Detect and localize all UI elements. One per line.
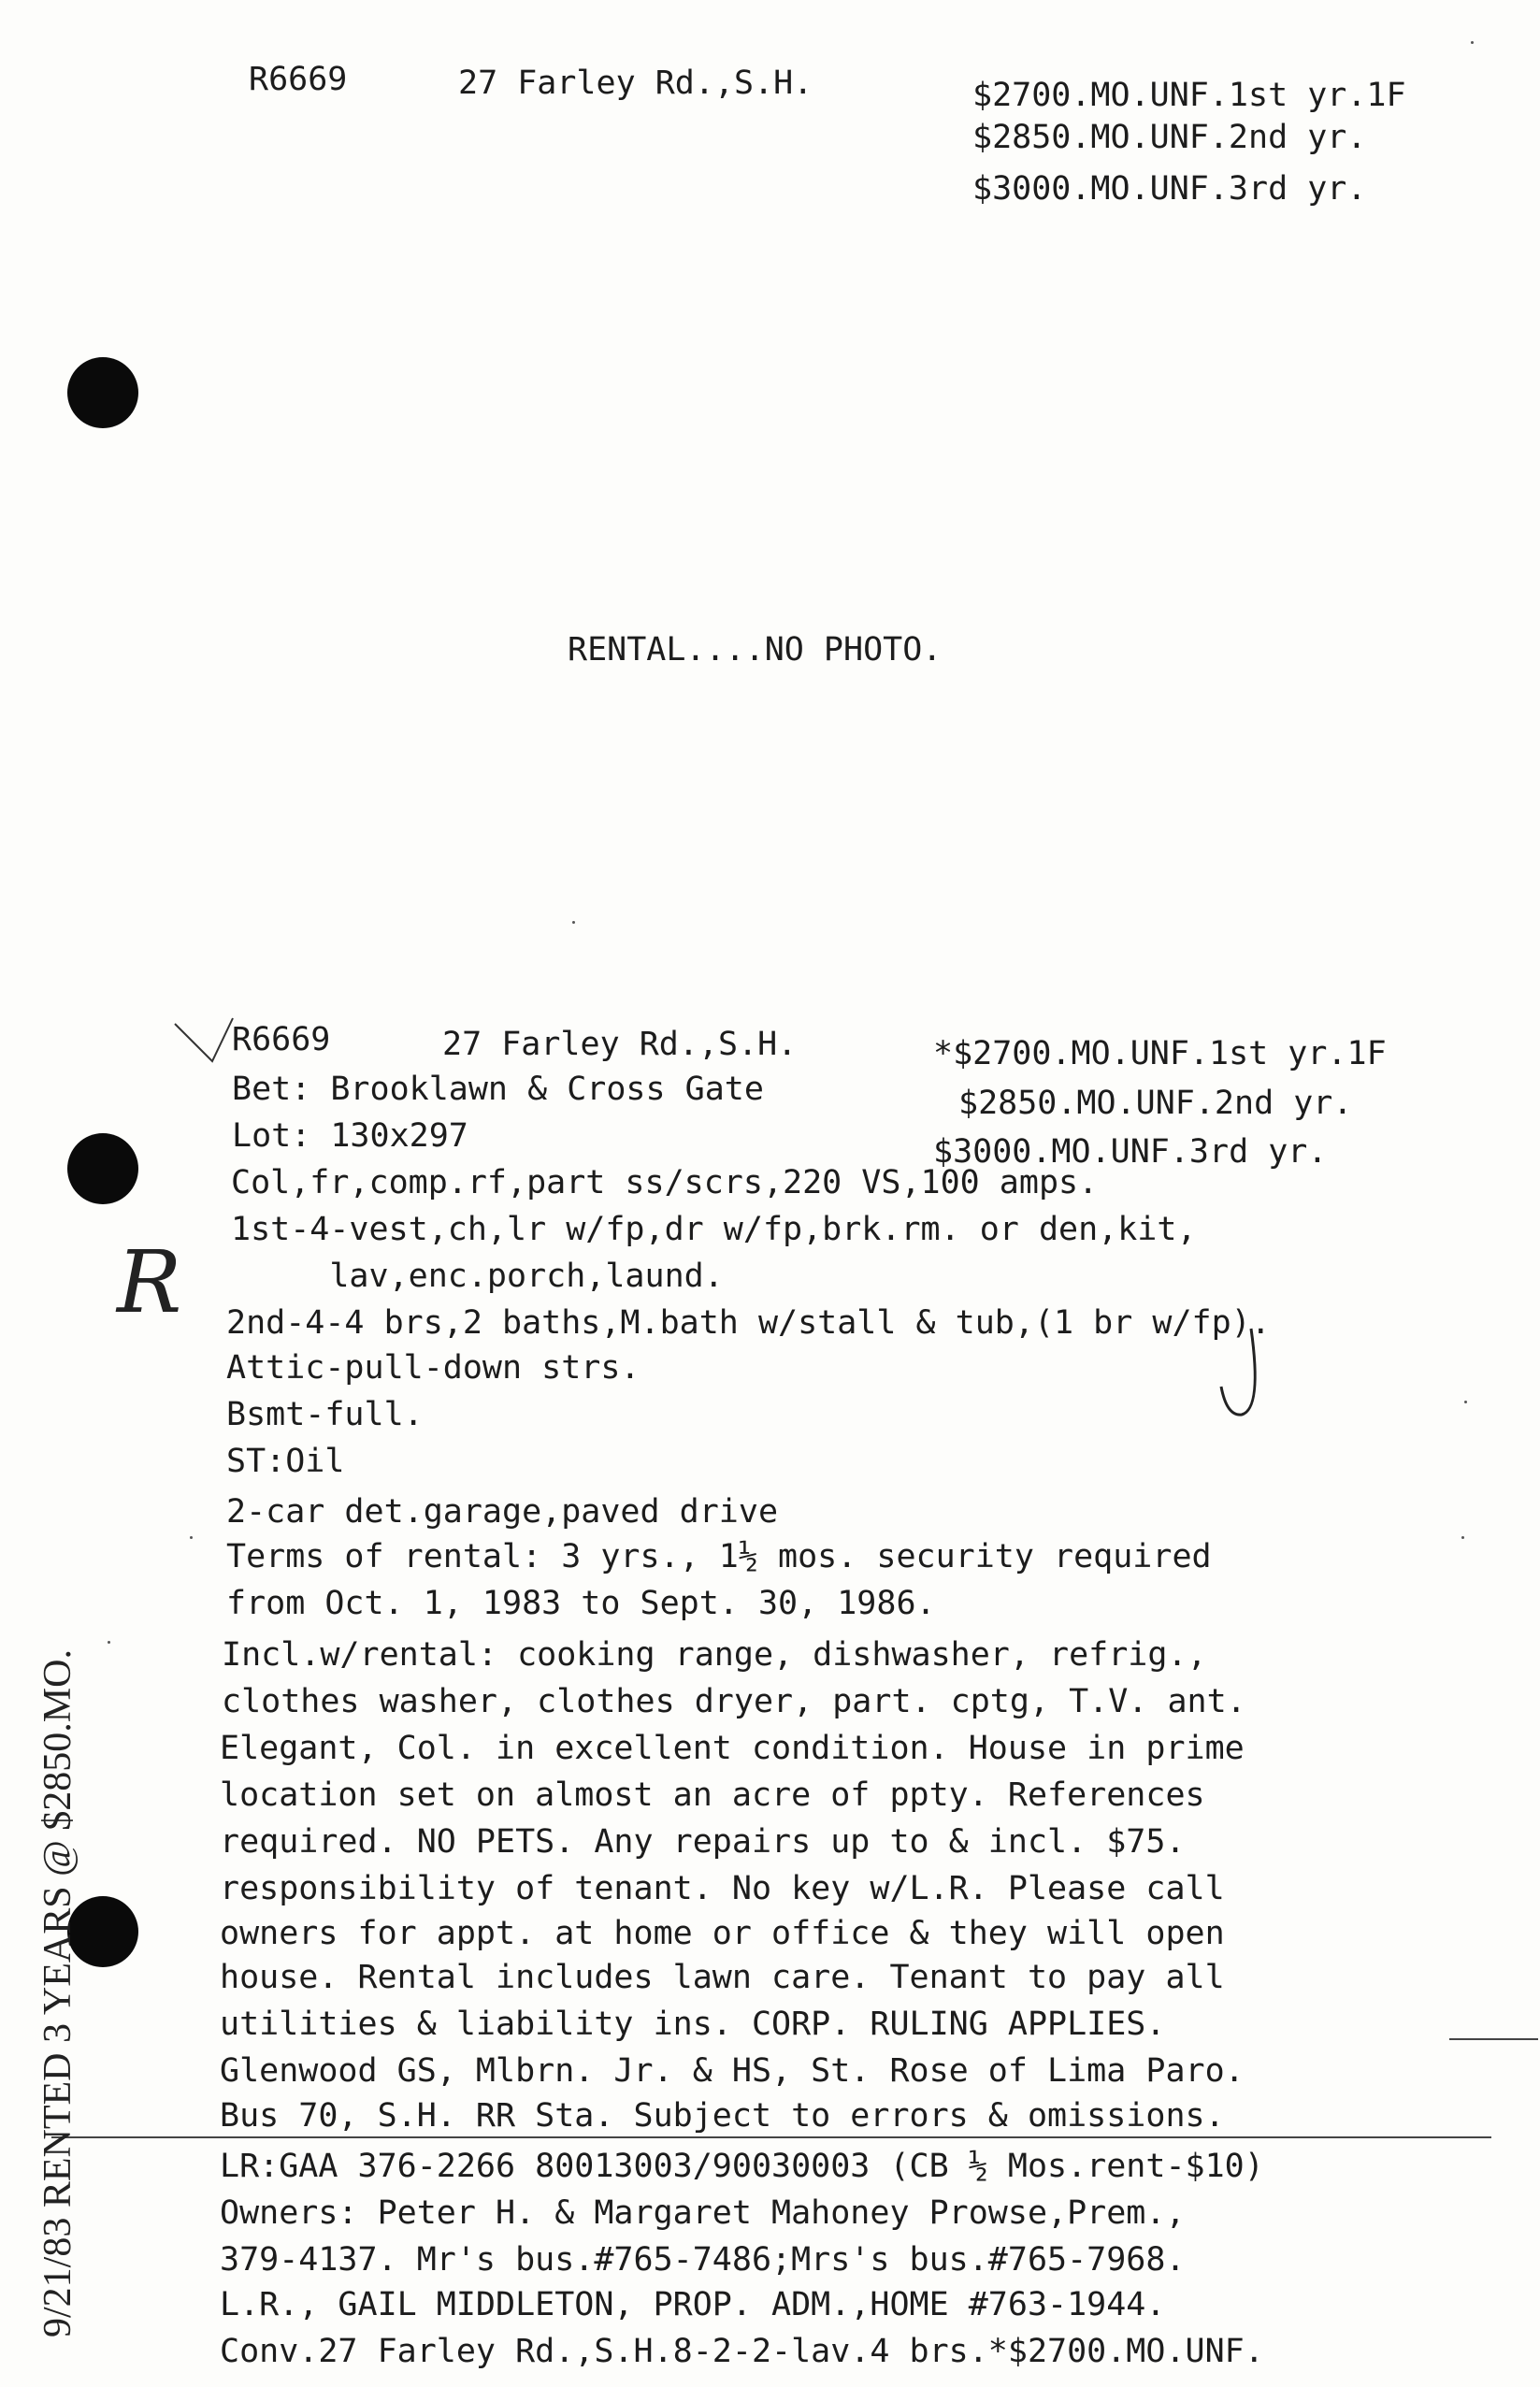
card-line: responsibility of tenant. No key w/L.R. Please call — [220, 1870, 1225, 1907]
header-address: 27 Farley Rd.,S.H. — [458, 65, 813, 102]
card-line: 2-car det.garage,paved drive — [226, 1493, 779, 1531]
card-listing-number: R6669 — [232, 1021, 331, 1058]
speck — [1461, 1536, 1464, 1539]
card-line: utilities & liability ins. CORP. RULING APPLIES. — [220, 2006, 1166, 2043]
card-rent-line-2: $2850.MO.UNF.2nd yr. — [958, 1085, 1353, 1122]
card-line: LR:GAA 376-2266 80013003/90030003 (CB ½ Mos.rent-$10) — [220, 2148, 1264, 2185]
card-line: clothes washer, clothes dryer, part. cptg, T.V. ant. — [222, 1683, 1246, 1720]
card-line: Attic-pull-down strs. — [226, 1349, 640, 1387]
card-line: Elegant, Col. in excellent condition. House in prime — [220, 1730, 1245, 1767]
handwritten-r: R — [117, 1232, 182, 1332]
card-line: Col,fr,comp.rf,part ss/scrs,220 VS,100 amps. — [231, 1164, 1099, 1201]
card-line: ST:Oil — [226, 1443, 345, 1480]
card-line: 379-4137. Mr's bus.#765-7486;Mrs's bus.#765-7968. — [220, 2241, 1186, 2279]
speck — [190, 1536, 193, 1539]
card-line: Terms of rental: 3 yrs., 1½ mos. security required — [226, 1538, 1212, 1575]
card-line: owners for appt. at home or office & they will open — [220, 1915, 1225, 1952]
check-mark — [173, 1014, 238, 1071]
rule-line — [51, 2136, 1491, 2138]
card-address: 27 Farley Rd.,S.H. — [442, 1026, 798, 1063]
card-line: required. NO PETS. Any repairs up to & incl. $75. — [220, 1823, 1186, 1861]
card-line: 1st-4-vest,ch,lr w/fp,dr w/fp,brk.rm. or den,kit, — [231, 1211, 1197, 1248]
card-line: house. Rental includes lawn care. Tenant to pay all — [220, 1959, 1225, 1996]
card-rent-line-3: $3000.MO.UNF.3rd yr. — [933, 1133, 1328, 1171]
card-rent-line-1: *$2700.MO.UNF.1st yr.1F — [933, 1035, 1387, 1072]
punch-hole-top — [67, 357, 138, 428]
card-line: L.R., GAIL MIDDLETON, PROP. ADM.,HOME #763-1944. — [220, 2286, 1166, 2323]
speck — [108, 1641, 110, 1644]
margin-note-rented: 9/21/83 RENTED 3 YEARS @ $2850.MO. — [36, 1649, 79, 2337]
speck — [572, 921, 575, 924]
card-line: location set on almost an acre of ppty. References — [220, 1776, 1205, 1814]
card-line: Bsmt-full. — [226, 1396, 424, 1433]
card-line: Conv.27 Farley Rd.,S.H.8-2-2-lav.4 brs.*$2700.MO.UNF. — [220, 2333, 1264, 2370]
card-lot: Lot: 130x297 — [232, 1117, 468, 1155]
card-line: 2nd-4-4 brs,2 baths,M.bath w/stall & tub,(1 br w/fp). — [226, 1304, 1271, 1342]
header-rent-line-2: $2850.MO.UNF.2nd yr. — [972, 119, 1367, 156]
header-rent-line-1: $2700.MO.UNF.1st yr.1F — [972, 77, 1406, 114]
punch-hole-middle — [67, 1133, 138, 1204]
speck — [1464, 1401, 1467, 1403]
speck — [1471, 41, 1474, 44]
header-listing-number: R6669 — [249, 61, 348, 98]
card-line: Bus 70, S.H. RR Sta. Subject to errors & omissions. — [220, 2097, 1225, 2135]
header-rent-line-3: $3000.MO.UNF.3rd yr. — [972, 170, 1367, 208]
card-line: lav,enc.porch,laund. — [231, 1258, 724, 1295]
card-between: Bet: Brooklawn & Cross Gate — [232, 1071, 764, 1108]
rule-line-short — [1449, 2038, 1538, 2040]
card-line: Owners: Peter H. & Margaret Mahoney Prowse,Prem., — [220, 2194, 1186, 2232]
card-line: Glenwood GS, Mlbrn. Jr. & HS, St. Rose of Lima Paro. — [220, 2052, 1245, 2090]
photo-notice: RENTAL....NO PHOTO. — [568, 631, 943, 669]
card-line: Incl.w/rental: cooking range, dishwasher, refrig., — [222, 1636, 1207, 1674]
handwritten-checkmark — [1214, 1323, 1270, 1426]
card-line: from Oct. 1, 1983 to Sept. 30, 1986. — [226, 1585, 936, 1622]
